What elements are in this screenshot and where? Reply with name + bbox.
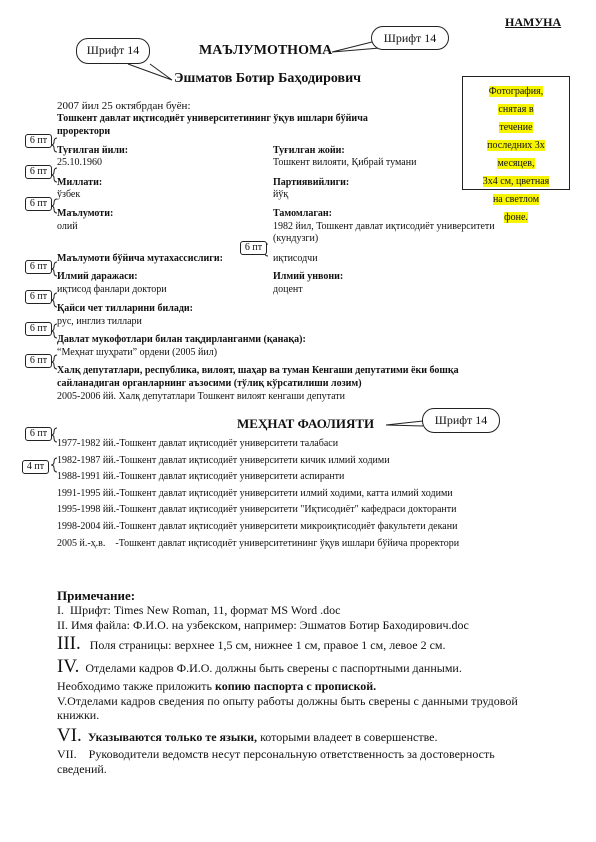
work-history-heading: МЕҲНАТ ФАОЛИЯТИ xyxy=(237,416,375,431)
note-6-text: которыми владеет в совершенстве. xyxy=(257,730,438,744)
photo-text-2: снятая в xyxy=(498,104,534,115)
spacing-marker: 4 пт xyxy=(22,460,49,474)
person-name: Эшматов Ботир Баҳодирович xyxy=(174,71,362,86)
graduated-label: Тамомлаган: xyxy=(273,208,332,219)
graduated-value-line1: 1982 йил, Тошкент давлат иқтисодиёт университети xyxy=(273,221,495,232)
note-3-number: III. xyxy=(57,633,81,654)
note-2-text: Имя файла: Ф.И.О. на узбекском, например: Эшматов Ботир Баходирович.doc xyxy=(71,618,469,632)
note-4-continued xyxy=(57,679,376,693)
note-3-text: Поля страницы: верхнее 1,5 см, нижнее 1 см, правое 1 см, левое 2 см. xyxy=(89,638,446,652)
photo-text-7: на светлом xyxy=(492,194,540,205)
party-value: йўқ xyxy=(273,189,289,200)
note-1-text: Шрифт: Times New Roman, 11, формат MS Word .doc xyxy=(70,603,341,617)
note-4b-bold: копию паспорта с пропиской. xyxy=(214,679,377,693)
photo-text-4: последних 3х xyxy=(487,140,545,151)
note-7 xyxy=(57,747,495,761)
note-7-text-line1: Руководители ведомств несут персональную ответственность за достоверность xyxy=(88,747,495,761)
nationality-label: Миллати: xyxy=(57,177,103,188)
academic-title-label: Илмий унвони: xyxy=(273,271,344,282)
photo-placeholder xyxy=(462,76,570,223)
photo-text-3: течение xyxy=(499,122,533,133)
note-7-number: VII. xyxy=(57,747,77,761)
note-3 xyxy=(57,634,446,655)
note-5 xyxy=(57,694,518,708)
work-item: 1977-1982 йй.-Тошкент давлат иқтисодиёт университети талабаси xyxy=(57,438,339,449)
photo-text-8: фоне. xyxy=(504,212,528,223)
note-5-number: V. xyxy=(57,694,68,708)
font-callout-2: Шрифт 14 xyxy=(371,26,449,50)
note-6 xyxy=(57,726,438,747)
degree-value: иқтисод фанлари доктори xyxy=(57,284,167,295)
languages-value: рус, инглиз тиллари xyxy=(57,316,142,327)
spacing-marker: 6 пт xyxy=(25,290,52,304)
sample-label: НАМУНА xyxy=(505,15,562,29)
languages-label: Қайси чет тилларини билади: xyxy=(57,303,193,314)
note-1-number: I. xyxy=(57,603,64,617)
note-6-bold: Указываются только те языки, xyxy=(87,730,258,744)
spacing-marker: 6 пт xyxy=(25,197,52,211)
degree-label: Илмий даражаси: xyxy=(57,271,138,282)
work-item: 2005 й.-ҳ.в. -Тошкент давлат иқтисодиёт университетининг ўқув ишлари бўйича проректори xyxy=(57,538,460,549)
awards-label: Давлат мукофотлари билан тақдирланганми (қанақа): xyxy=(57,334,306,345)
awards-value: “Меҳнат шуҳрати” ордени (2005 йил) xyxy=(57,347,218,358)
spacing-marker: 6 пт xyxy=(25,165,52,179)
note-4b-text: Необходимо также приложить xyxy=(57,679,215,693)
note-5-line2: книжки. xyxy=(57,708,100,722)
font-callout-3: Шрифт 14 xyxy=(422,408,500,433)
education-label: Маълумоти: xyxy=(57,208,114,219)
nationality-value: ўзбек xyxy=(57,189,81,200)
start-date: 2007 йил 25 октябрдан буён: xyxy=(57,100,191,112)
specialty-value: иқтисодчи xyxy=(273,253,318,264)
note-2-number: II. xyxy=(57,618,68,632)
note-4-text: Отделами кадров Ф.И.О. должны быть сверены с паспортными данными. xyxy=(85,661,462,675)
photo-text-5: месяцев, xyxy=(497,158,535,169)
spacing-marker: 6 пт xyxy=(25,134,52,148)
note-4-number: IV. xyxy=(57,656,80,677)
document-title: МАЪЛУМОТНОМА xyxy=(199,43,333,58)
party-label: Партиявийлиги: xyxy=(273,177,350,188)
work-item: 1998-2004 йй.-Тошкент давлат иқтисодиёт университети микроиқтисодиёт факультети декани xyxy=(57,521,458,532)
note-7-line2: сведений. xyxy=(57,762,107,776)
spacing-marker: 6 пт xyxy=(25,260,52,274)
photo-text-1: Фотография, xyxy=(488,86,544,97)
photo-text-6: 3х4 см, цветная xyxy=(482,176,550,187)
note-2 xyxy=(57,618,469,632)
callout-pointer-3 xyxy=(386,421,423,426)
birth-year-label: Туғилган йили: xyxy=(57,145,129,156)
specialty-label: Маълумоти бўйича мутахассислиги: xyxy=(57,253,223,264)
graduated-value-line2: (кундузги) xyxy=(273,233,319,244)
current-position-line1: Тошкент давлат иқтисодиёт университетининг ўқув ишлари бўйича xyxy=(57,113,368,124)
birth-year-value: 25.10.1960 xyxy=(57,157,102,168)
note-6-number: VI. xyxy=(57,725,82,746)
callout-pointer-1 xyxy=(128,64,172,80)
work-item: 1982-1987 йй.-Тошкент давлат иқтисодиёт университети кичик илмий ходими xyxy=(57,455,390,466)
notes-heading: Примечание: xyxy=(57,588,136,603)
birth-place-label: Туғилган жойи: xyxy=(273,145,345,156)
spacing-marker: 6 пт xyxy=(25,322,52,336)
work-item: 1995-1998 йй.-Тошкент давлат иқтисодиёт университети "Иқтисодиёт" кафедраси докторанти xyxy=(57,504,457,515)
deputy-label-line1: Халқ депутатлари, республика, вилоят, шаҳар ва туман Кенгаши депутатими ёки бошқа xyxy=(57,365,459,376)
academic-title-value: доцент xyxy=(273,284,303,295)
current-position-line2: проректори xyxy=(57,126,111,137)
spacing-marker: 6 пт xyxy=(25,354,52,368)
work-item: 1991-1995 йй.-Тошкент давлат иқтисодиёт университети илмий ходими, катта илмий ходими xyxy=(57,488,453,499)
deputy-value: 2005-2006 йй. Халқ депутатлари Тошкент вилоят кенгаши депутати xyxy=(57,391,346,402)
note-1 xyxy=(57,603,341,617)
note-5-text-line1: Отделами кадров сведения по опыту работы должны быть сверены с данными трудовой xyxy=(67,694,518,708)
deputy-label-line2: сайланадиган органларнинг аъзосими (тўлиқ кўрсатилиши лозим) xyxy=(57,378,362,389)
work-item: 1988-1991 йй.-Тошкент давлат иқтисодиёт университети аспиранти xyxy=(57,471,345,482)
birth-place-value: Тошкент вилояти, Қибрай тумани xyxy=(273,157,417,168)
spacing-marker: 6 пт xyxy=(25,427,52,441)
education-value: олий xyxy=(57,221,78,232)
note-4 xyxy=(57,657,462,678)
font-callout-1: Шрифт 14 xyxy=(76,38,150,64)
spacing-marker: 6 пт xyxy=(240,241,267,255)
